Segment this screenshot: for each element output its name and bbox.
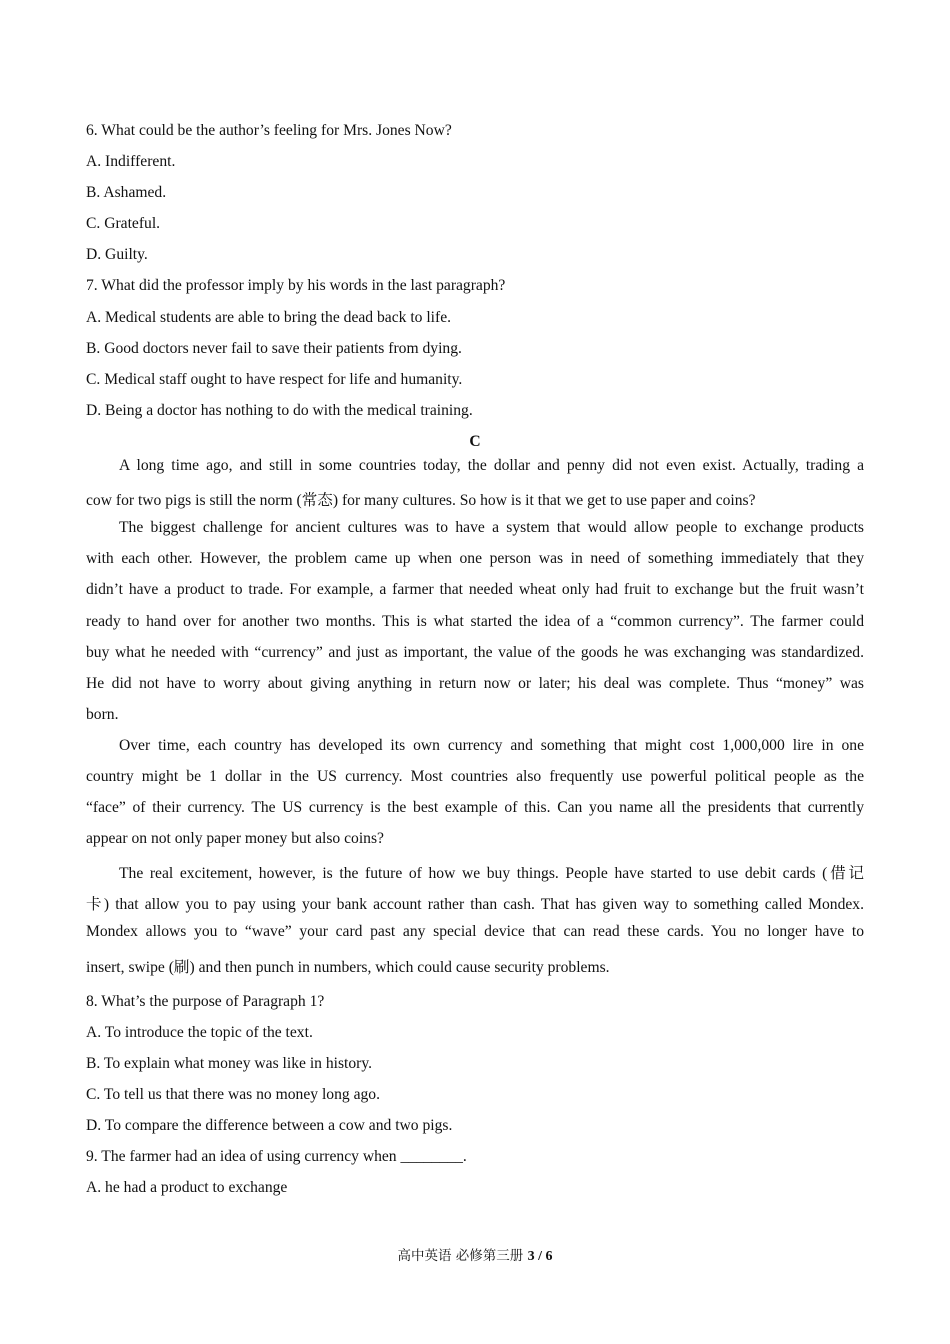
paragraph-line: “face” of their currency. The US currency is the best example of this. Can you name all the presidents that currently (86, 799, 864, 817)
paragraph-line: born. (86, 705, 119, 723)
paragraph-line: 卡) that allow you to pay using your bank account rather than cash. That has given way to something called Mondex. (86, 896, 864, 914)
question-stem: 8. What’s the purpose of Paragraph 1? (86, 992, 325, 1010)
question-stem: 7. What did the professor imply by his words in the last paragraph? (86, 277, 506, 295)
paragraph-line: The biggest challenge for ancient cultures was to have a system that would allow people to exchange products (119, 519, 864, 537)
paragraph-line: ready to hand over for another two months. This is what started the idea of a “common currency”. The farmer could (86, 612, 864, 630)
answer-option: B. Good doctors never fail to save their patients from dying. (86, 339, 462, 357)
passage-paragraph (86, 519, 864, 737)
paragraph-line: country might be 1 dollar in the US currency. Most countries also frequently use powerful political people as the (86, 767, 864, 785)
passage-paragraph (86, 457, 864, 519)
paragraph-line: Mondex allows you to “wave” your card past any special device that can read these cards. You no longer have to (86, 923, 864, 941)
page-number: 3 / 6 (527, 1249, 553, 1264)
question-stem: 6. What could be the author’s feeling for Mrs. Jones Now? (86, 122, 452, 139)
answer-option: A. Indifferent. (86, 153, 176, 171)
answer-option: B. To explain what money was like in history. (86, 1054, 373, 1072)
answer-option: A. Medical students are able to bring the dead back to life. (86, 308, 452, 326)
answer-option: C. Medical staff ought to have respect for life and humanity. (86, 370, 463, 388)
page-footer (0, 1244, 950, 1265)
paragraph-line: buy what he needed with “currency” and just as important, the value of the goods he was exchanging was standardized. (86, 643, 864, 661)
question-stem: 9. The farmer had an idea of using currency when ________. (86, 1148, 467, 1166)
answer-option: D. Being a doctor has nothing to do with the medical training. (86, 401, 473, 419)
answer-option: D. Guilty. (86, 246, 148, 264)
paragraph-line: The real excitement, however, is the future of how we buy things. People have started to use debit cards (借记 (119, 865, 864, 883)
answer-option: A. he had a product to exchange (86, 1179, 288, 1197)
paragraph-line: appear on not only paper money but also coins? (86, 830, 384, 848)
paragraph-line: He did not have to worry about giving anything in return now or later; his deal was complete. Thus “money” was (86, 674, 864, 692)
answer-option: B. Ashamed. (86, 184, 167, 202)
document-page (86, 115, 864, 1203)
passage-paragraph (86, 861, 864, 985)
paragraph-line: didn’t have a product to trade. For example, a farmer that needed wheat only had fruit to exchange but the fruit wasn’t (86, 581, 864, 599)
footer-text: 高中英语 必修第三册 (397, 1248, 528, 1264)
paragraph-line: with each other. However, the problem came up when one person was in need of something immediately that they (86, 550, 864, 568)
paragraph-line: insert, swipe (刷) and then punch in numbers, which could cause security problems. (86, 958, 610, 976)
paragraph-line: Over time, each country has developed its own currency and something that might cost 1,000,000 lire in one (119, 736, 864, 754)
answer-option: D. To compare the difference between a cow and two pigs. (86, 1117, 453, 1134)
answer-option: C. Grateful. (86, 215, 161, 233)
answer-option: C. To tell us that there was no money long ago. (86, 1085, 380, 1103)
section-title: C (469, 432, 481, 450)
passage-paragraph (86, 737, 864, 861)
answer-option: A. To introduce the topic of the text. (86, 1023, 313, 1041)
paragraph-line: A long time ago, and still in some countries today, the dollar and penny did not even exist. Actually, trading a (119, 457, 864, 475)
paragraph-line: cow for two pigs is still the norm (常态) for many cultures. So how is it that we get to use paper and coins? (86, 492, 756, 510)
